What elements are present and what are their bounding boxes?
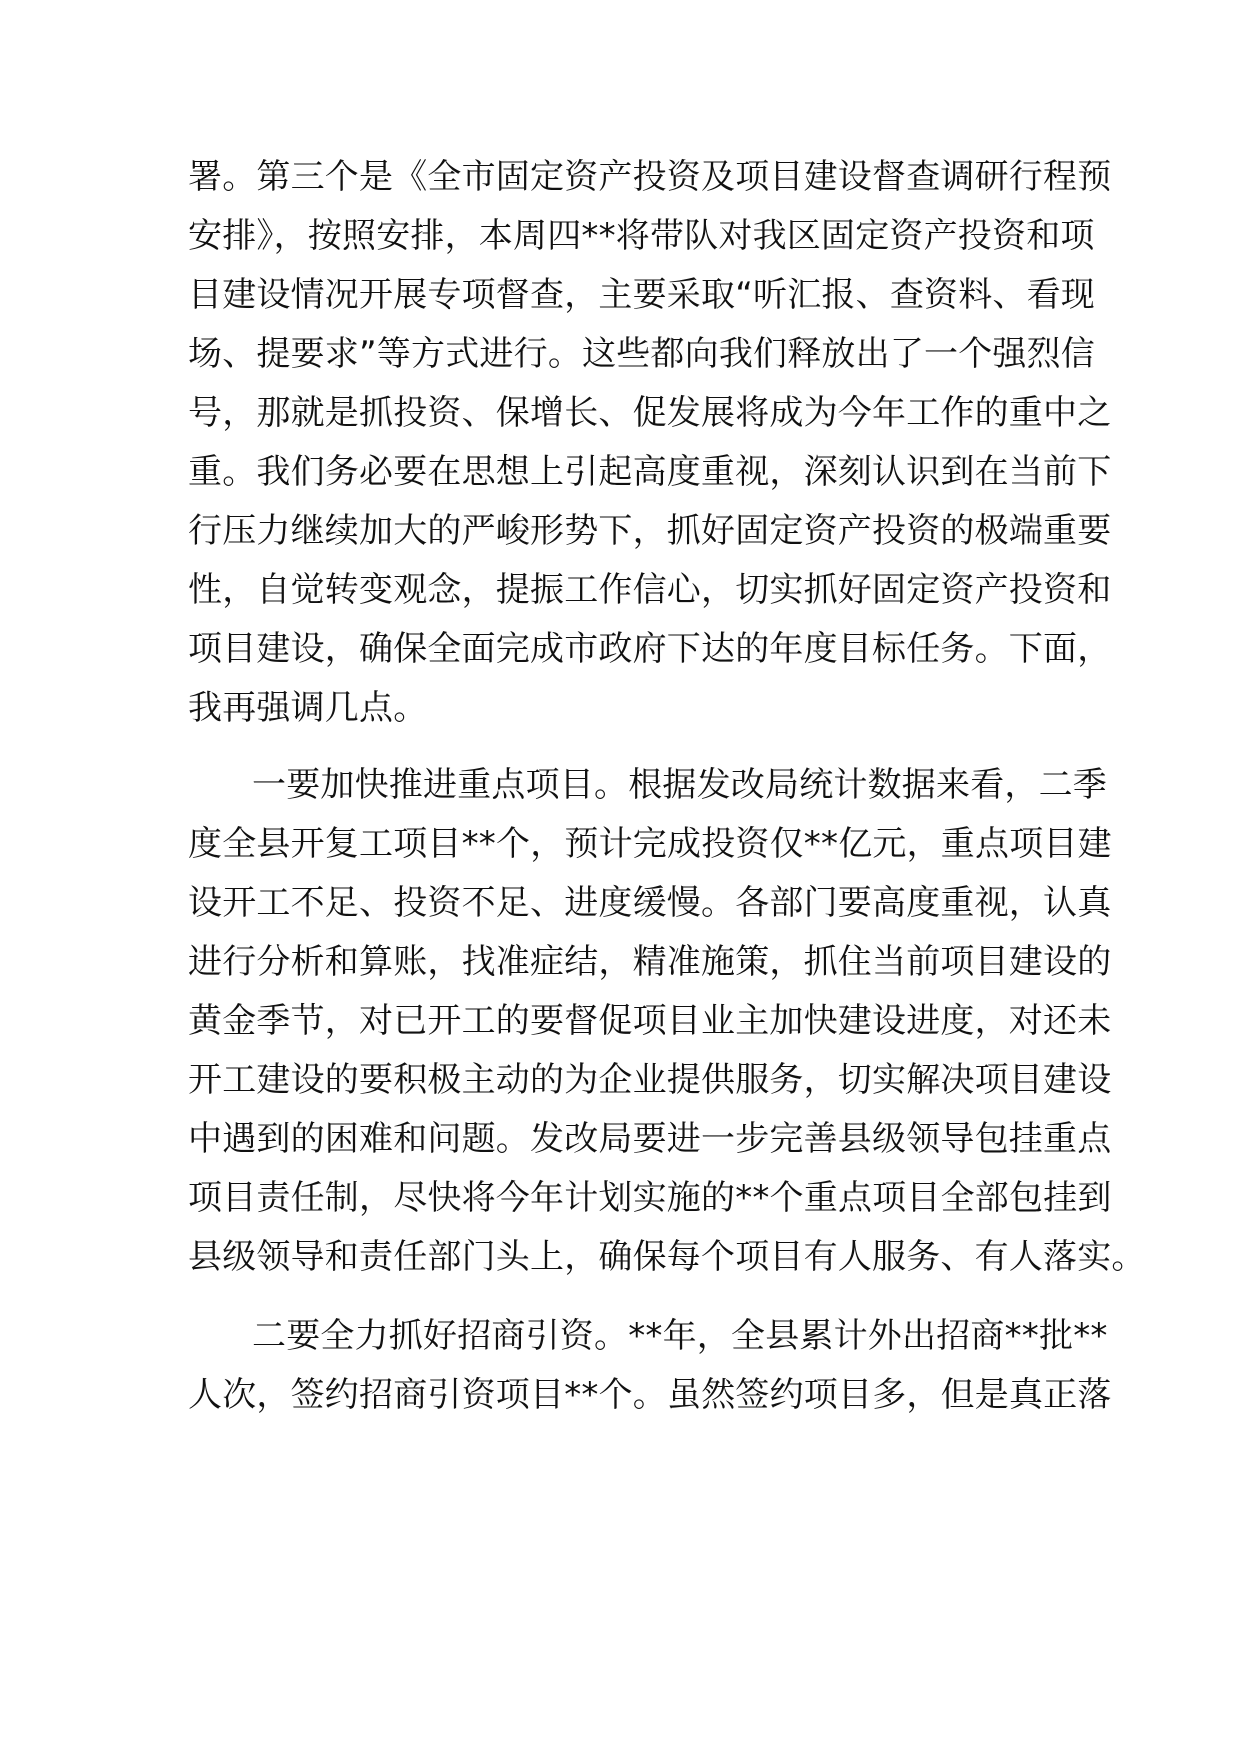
paragraph-2-line-3: 设开工不足、投资不足、进度缓慢。各部门要高度重视，认真 (188, 883, 1112, 923)
paragraph-1-line-8: 性，自觉转变观念，提振工作信心，切实抓好固定资产投资和 (188, 570, 1112, 610)
paragraph-1-line-7: 行压力继续加大的严峻形势下，抓好固定资产投资的极端重要 (188, 511, 1112, 551)
paragraph-2-line-6: 开工建设的要积极主动的为企业提供服务，切实解决项目建设 (188, 1060, 1112, 1100)
paragraph-2-line-9: 县级领导和责任部门头上，确保每个项目有人服务、有人落实。 (188, 1237, 1146, 1277)
paragraph-3-line-2: 人次，签约招商引资项目**个。虽然签约项目多，但是真正落 (188, 1375, 1112, 1415)
paragraph-1-line-3: 目建设情况开展专项督查，主要采取“听汇报、查资料、看现 (188, 275, 1096, 315)
paragraph-1-line-2: 安排》，按照安排，本周四**将带队对我区固定资产投资和项 (188, 216, 1095, 256)
paragraph-2-line-1: 一要加快推进重点项目。根据发改局统计数据来看，二季 (252, 765, 1107, 805)
paragraph-2-line-2: 度全县开复工项目**个，预计完成投资仅**亿元，重点项目建 (188, 824, 1112, 864)
paragraph-2-line-4: 进行分析和算账，找准症结，精准施策，抓住当前项目建设的 (188, 942, 1112, 982)
paragraph-1-line-10: 我再强调几点。 (188, 688, 428, 728)
paragraph-3-line-1: 二要全力抓好招商引资。**年，全县累计外出招商**批** (252, 1316, 1108, 1356)
paragraph-2-line-7: 中遇到的困难和问题。发改局要进一步完善县级领导包挂重点 (188, 1119, 1112, 1159)
paragraph-2-line-8: 项目责任制，尽快将今年计划实施的**个重点项目全部包挂到 (188, 1178, 1112, 1218)
paragraph-1-line-4: 场、提要求”等方式进行。这些都向我们释放出了一个强烈信 (188, 334, 1096, 374)
paragraph-1-line-1: 署。第三个是《全市固定资产投资及项目建设督查调研行程预 (188, 157, 1112, 197)
paragraph-1-line-6: 重。我们务必要在思想上引起高度重视，深刻认识到在当前下 (188, 452, 1112, 492)
paragraph-2-line-5: 黄金季节，对已开工的要督促项目业主加快建设进度，对还未 (188, 1001, 1112, 1041)
paragraph-1-line-9: 项目建设，确保全面完成市政府下达的年度目标任务。下面， (188, 629, 1112, 669)
paragraph-1-line-5: 号，那就是抓投资、保增长、促发展将成为今年工作的重中之 (188, 393, 1112, 433)
